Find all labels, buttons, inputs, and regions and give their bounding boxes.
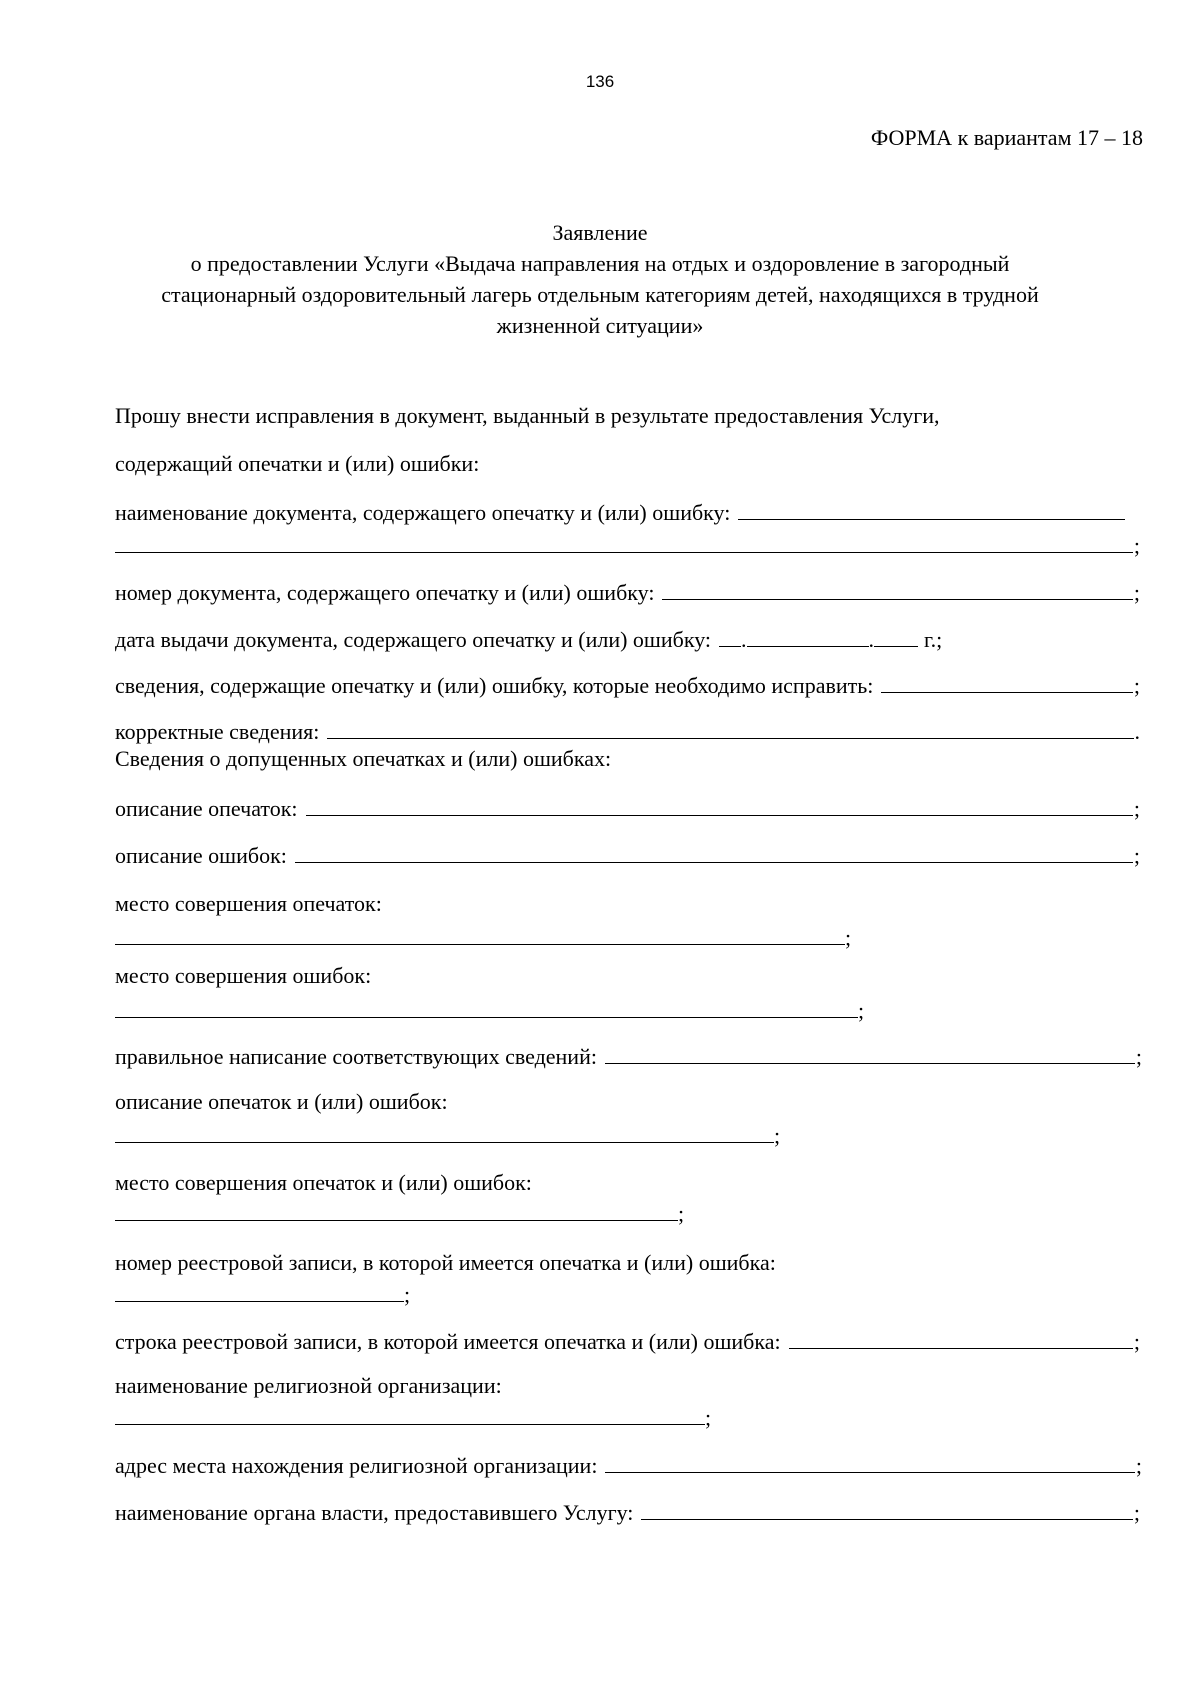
doc-name-row [115, 497, 1125, 527]
period: . [1134, 719, 1140, 744]
errors-description-field[interactable] [295, 840, 1133, 863]
info-to-fix-field[interactable] [881, 670, 1132, 693]
semicolon: ; [1135, 1044, 1142, 1069]
title-line-3: стационарный оздоровительный лагерь отдельным категориям детей, находящихся в трудной [161, 282, 1039, 307]
registry-number-label: номер реестровой записи, в которой имеется опечатка и (или) ошибка: [115, 1250, 776, 1275]
semicolon: ; [774, 1123, 781, 1148]
title-line-4: жизненной ситуации» [496, 313, 704, 338]
semicolon: ; [1135, 1453, 1142, 1478]
correct-info-label: корректные сведения: [115, 719, 320, 744]
registry-row-field[interactable] [789, 1326, 1133, 1349]
issue-date-month-field[interactable] [747, 624, 869, 647]
errors-place-label: место совершения ошибок: [115, 963, 372, 988]
semicolon: ; [1133, 580, 1140, 605]
typos-errors-description-label: описание опечаток и (или) ошибок: [115, 1089, 448, 1114]
semicolon: ; [1133, 843, 1140, 868]
typos-place-row [115, 922, 851, 952]
registry-row-label: строка реестровой записи, в которой имеется опечатка и (или) ошибка: [115, 1329, 781, 1354]
errors-place-field[interactable] [115, 995, 858, 1018]
religious-org-name-field[interactable] [115, 1402, 705, 1425]
registry-number-field[interactable] [115, 1279, 404, 1302]
religious-org-address-label: адрес места нахождения религиозной организации: [115, 1453, 598, 1478]
semicolon: ; [1133, 796, 1140, 821]
religious-org-name-row [115, 1402, 711, 1432]
doc-number-row [115, 577, 1140, 607]
typos-place-label: место совершения опечаток: [115, 891, 382, 916]
issue-date-suffix: г.; [924, 627, 943, 652]
date-separator: . [741, 627, 747, 652]
doc-name-field[interactable] [738, 497, 1125, 520]
semicolon: ; [845, 925, 852, 950]
authority-name-label: наименование органа власти, предоставившего Услугу: [115, 1500, 634, 1525]
doc-name-row-continuation [115, 530, 1140, 560]
registry-row-row [115, 1326, 1140, 1356]
semicolon: ; [1133, 1329, 1140, 1354]
semicolon: ; [678, 1201, 685, 1226]
issue-date-label: дата выдачи документа, содержащего опечатку и (или) ошибку: [115, 627, 712, 652]
religious-org-address-field[interactable] [605, 1450, 1134, 1473]
religious-org-address-row [115, 1450, 1142, 1480]
doc-name-field-continuation[interactable] [115, 530, 1133, 553]
authority-name-row [115, 1497, 1140, 1527]
semicolon: ; [858, 998, 865, 1023]
intro-line-2: содержащий опечатки и (или) ошибки: [115, 451, 480, 476]
issue-date-row [115, 624, 942, 654]
title-line-1: Заявление [552, 220, 648, 245]
correct-info-row [115, 716, 1140, 746]
correct-info-field[interactable] [327, 716, 1133, 739]
semicolon: ; [404, 1282, 411, 1307]
registry-number-row [115, 1279, 410, 1309]
typos-errors-description-row [115, 1120, 780, 1150]
doc-name-label: наименование документа, содержащего опечатку и (или) ошибку: [115, 500, 731, 525]
typos-errors-description-field[interactable] [115, 1120, 774, 1143]
issue-date-year-field[interactable] [874, 624, 918, 647]
typos-description-label: описание опечаток: [115, 796, 298, 821]
semicolon: ; [1133, 533, 1140, 558]
intro-line-1: Прошу внести исправления в документ, выданный в результате предоставления Услуги, [115, 403, 940, 428]
form-variant-label: ФОРМА к вариантам 17 – 18 [870, 125, 1143, 150]
typos-errors-place-row [115, 1198, 684, 1228]
religious-org-name-label: наименование религиозной организации: [115, 1373, 502, 1398]
errors-info-heading: Сведения о допущенных опечатках и (или) ошибках: [115, 746, 612, 771]
document-title [0, 217, 1200, 341]
typos-errors-place-label: место совершения опечаток и (или) ошибок: [115, 1170, 532, 1195]
typos-description-row [115, 793, 1140, 823]
errors-description-row [115, 840, 1140, 870]
typos-place-field[interactable] [115, 922, 845, 945]
semicolon: ; [1133, 673, 1140, 698]
typos-description-field[interactable] [306, 793, 1133, 816]
date-separator: . [868, 627, 875, 652]
correct-spelling-field[interactable] [605, 1041, 1135, 1064]
typos-errors-place-field[interactable] [115, 1198, 678, 1221]
correct-spelling-label: правильное написание соответствующих сведений: [115, 1044, 597, 1069]
errors-place-row [115, 995, 864, 1025]
page-number: 136 [585, 72, 615, 91]
doc-number-field[interactable] [662, 577, 1132, 600]
semicolon: ; [1133, 1500, 1140, 1525]
semicolon: ; [705, 1405, 712, 1430]
correct-spelling-row [115, 1041, 1142, 1071]
info-to-fix-label: сведения, содержащие опечатку и (или) ошибку, которые необходимо исправить: [115, 673, 874, 698]
doc-number-label: номер документа, содержащего опечатку и (или) ошибку: [115, 580, 655, 605]
authority-name-field[interactable] [641, 1497, 1132, 1520]
issue-date-day-field[interactable] [719, 624, 741, 647]
errors-description-label: описание ошибок: [115, 843, 287, 868]
title-line-2: о предоставлении Услуги «Выдача направления на отдых и оздоровление в загородный [190, 251, 1010, 276]
info-to-fix-row [115, 670, 1140, 700]
